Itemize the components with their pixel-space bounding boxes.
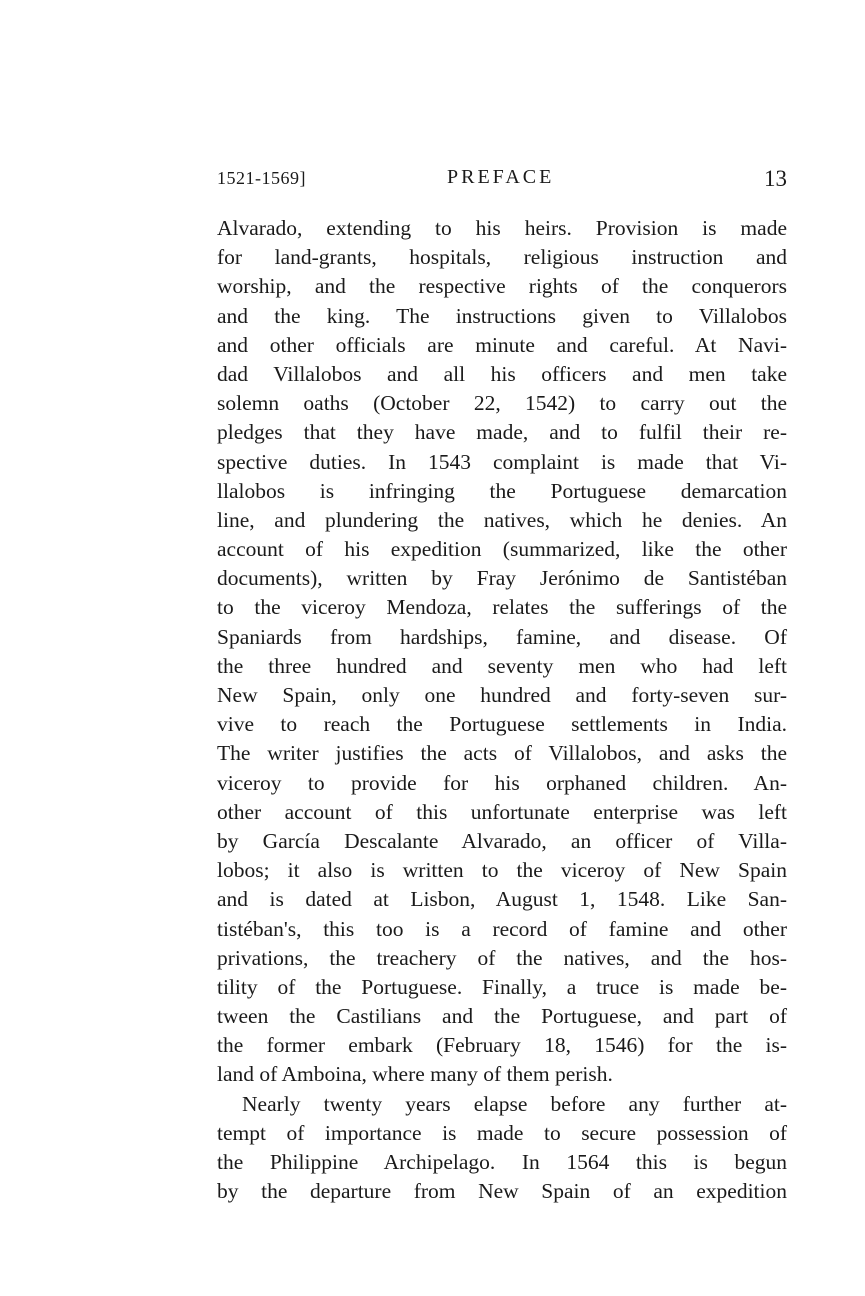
text-line: to the viceroy Mendoza, relates the sufferings of the — [217, 595, 787, 620]
text-line: and other officials are minute and careful. At Navi- — [217, 332, 787, 357]
text-line: Spaniards from hardships, famine, and disease. Of — [217, 624, 787, 649]
text-line-paragraph-end: land of Amboina, where many of them perish. — [217, 1062, 613, 1087]
text-line: New Spain, only one hundred and forty-seven sur- — [217, 683, 787, 707]
text-line: by the departure from New Spain of an expedition — [217, 1179, 787, 1204]
text-line: dad Villalobos and all his officers and men take — [217, 361, 787, 386]
text-line: account of his expedition (summarized, like the other — [217, 537, 787, 562]
text-line: and is dated at Lisbon, August 1, 1548. Like San- — [217, 887, 787, 912]
text-line: by García Descalante Alvarado, an officer of Villa- — [217, 828, 787, 853]
text-line: tistéban's, this too is a record of famine and other — [217, 916, 787, 941]
running-head-years: 1521-1569] — [217, 168, 306, 188]
text-line: tween the Castilians and the Portuguese, and part of — [217, 1004, 787, 1029]
text-line: lobos; it also is written to the viceroy of New Spain — [217, 858, 787, 883]
text-line: viceroy to provide for his orphaned children. An- — [217, 770, 787, 795]
body-text — [217, 214, 787, 1206]
text-line: Alvarado, extending to his heirs. Provision is made — [217, 216, 787, 240]
running-head-title: PREFACE — [447, 166, 555, 188]
text-line: worship, and the respective rights of the conquerors — [217, 274, 787, 299]
text-line: tempt of importance is made to secure possession of — [217, 1120, 787, 1145]
text-line: spective duties. In 1543 complaint is made that Vi- — [217, 449, 787, 474]
running-head — [217, 166, 787, 196]
text-line: pledges that they have made, and to fulfil their re- — [217, 420, 787, 445]
text-line: the Philippine Archipelago. In 1564 this is begun — [217, 1150, 787, 1174]
text-line: documents), written by Fray Jerónimo de Santistéban — [217, 566, 787, 591]
text-line: solemn oaths (October 22, 1542) to carry out the — [217, 391, 787, 416]
text-line: vive to reach the Portuguese settlements in India. — [217, 712, 787, 737]
text-line: and the king. The instructions given to Villalobos — [217, 303, 787, 328]
text-line: The writer justifies the acts of Villalobos, and asks the — [217, 741, 787, 766]
text-line: other account of this unfortunate enterprise was left — [217, 799, 787, 824]
text-line: the three hundred and seventy men who had left — [217, 653, 787, 678]
text-line: privations, the treachery of the natives, and the hos- — [217, 945, 787, 970]
text-line-paragraph-start: Nearly twenty years elapse before any further at- — [242, 1091, 787, 1116]
text-line: the former embark (February 18, 1546) for the is- — [217, 1033, 787, 1058]
page-number: 13 — [764, 166, 787, 191]
text-line: line, and plundering the natives, which he denies. An — [217, 507, 787, 532]
text-line: llalobos is infringing the Portuguese demarcation — [217, 478, 787, 503]
text-line: tility of the Portuguese. Finally, a truce is made be- — [217, 974, 787, 999]
text-line: for land-grants, hospitals, religious instruction and — [217, 245, 787, 270]
